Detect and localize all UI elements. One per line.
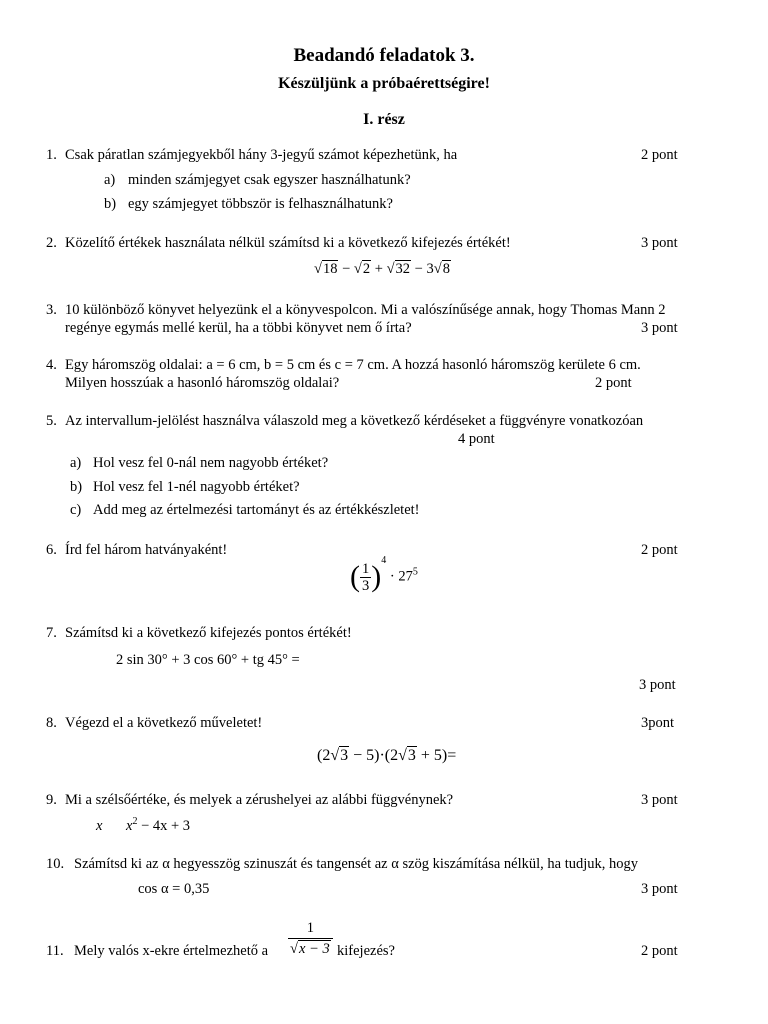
document-title: Beadandó feladatok 3. (293, 45, 475, 66)
question-number: 5. (46, 413, 57, 429)
points-label: 3pont (641, 715, 675, 731)
question-number: 2. (46, 235, 57, 251)
question-text-after: kifejezés? (337, 943, 395, 959)
question-text: Számítsd ki a következő kifejezés pontos értékét! (65, 625, 352, 641)
points-label: 3 pont (641, 881, 678, 897)
question-number: 4. (46, 357, 57, 373)
math-expression: (2√3 − 5)·(2√3 + 5)= (317, 747, 457, 764)
math-expression: 2 sin 30° + 3 cos 60° + tg 45° = (116, 652, 300, 668)
points-label: 2 pont (595, 375, 632, 391)
subquestion-text: Hol vesz fel 1-nél nagyobb értéket? (93, 479, 300, 495)
function-variable: x (96, 818, 103, 834)
points-label: 2 pont (641, 147, 678, 163)
points-label: 3 pont (641, 792, 678, 808)
question-text-line-2: regénye egymás mellé kerül, ha a többi könyvet nem ő írta? (65, 320, 412, 336)
question-number: 11. (46, 943, 64, 959)
question-number: 8. (46, 715, 57, 731)
subquestion-text: egy számjegyet többször is felhasználhatunk? (128, 196, 393, 212)
question-text: Közelítő értékek használata nélkül számítsd ki a következő kifejezés értékét! (65, 235, 511, 251)
question-text: Írd fel három hatványaként! (65, 542, 228, 558)
question-text: Az intervallum-jelölést használva válaszold meg a következő kérdéseket a függvényre vonatkozóan (65, 413, 644, 429)
question-number: 7. (46, 625, 57, 641)
question-text-before: Mely valós x-ekre értelmezhető a (74, 943, 269, 959)
points-label: 4 pont (458, 431, 495, 447)
subquestion-label: b) (104, 196, 117, 212)
question-text-line-1: 10 különböző könyvet helyezünk el a könyvespolcon. Mi a valószínűsége annak, hogy Thomas Mann 2 (65, 302, 666, 318)
function-expression: $x^2 - 4x + 3$ (126, 816, 191, 834)
fraction-expression: $\frac{1}{√x - 3}$ (288, 918, 333, 959)
subquestion-label: c) (70, 502, 82, 518)
points-label: 3 pont (641, 235, 678, 251)
question-number: 10. (46, 856, 65, 872)
subquestion-label: b) (70, 479, 83, 495)
points-label: 2 pont (641, 542, 678, 558)
question-text: Csak páratlan számjegyekből hány 3-jegyű számot képezhetünk, ha (65, 147, 458, 163)
question-text-line-2: Milyen hosszúak a hasonló háromszög oldalai? (65, 375, 340, 391)
question-number: 3. (46, 302, 57, 318)
question-number: 6. (46, 542, 57, 558)
document-subtitle: Készüljünk a próbaérettségire! (278, 75, 490, 92)
question-number: 9. (46, 792, 57, 808)
given-value: cos α = 0,35 (138, 881, 210, 897)
math-expression: ( $\frac{1}{3}$ )$^4 \cdot 27^5$ (350, 554, 418, 594)
subquestion-text: minden számjegyet csak egyszer használhatunk? (128, 172, 411, 188)
subquestion-label: a) (70, 455, 82, 471)
math-expression: √18 − √2 + √32 − 3√8 (314, 261, 450, 277)
question-text-line-1: Egy háromszög oldalai: a = 6 cm, b = 5 cm és c = 7 cm. A hozzá hasonló háromszög kerülete 6 cm. (65, 357, 641, 373)
question-text: Végezd el a következő műveletet! (65, 715, 263, 731)
part-heading: I. rész (363, 111, 405, 128)
points-label: 2 pont (641, 943, 678, 959)
subquestion-label: a) (104, 172, 116, 188)
points-label: 3 pont (639, 677, 676, 693)
question-text: Mi a szélsőértéke, és melyek a zérushelyei az alábbi függvénynek? (65, 792, 454, 808)
question-number: 1. (46, 147, 57, 163)
subquestion-text: Hol vesz fel 0-nál nem nagyobb értéket? (93, 455, 329, 471)
subquestion-text: Add meg az értelmezési tartományt és az értékkészletet! (93, 502, 420, 518)
question-text: Számítsd ki az α hegyesszög szinuszát és tangensét az α szög kiszámítása nélkül, ha tudjuk, hogy (74, 856, 639, 872)
points-label: 3 pont (641, 320, 678, 336)
